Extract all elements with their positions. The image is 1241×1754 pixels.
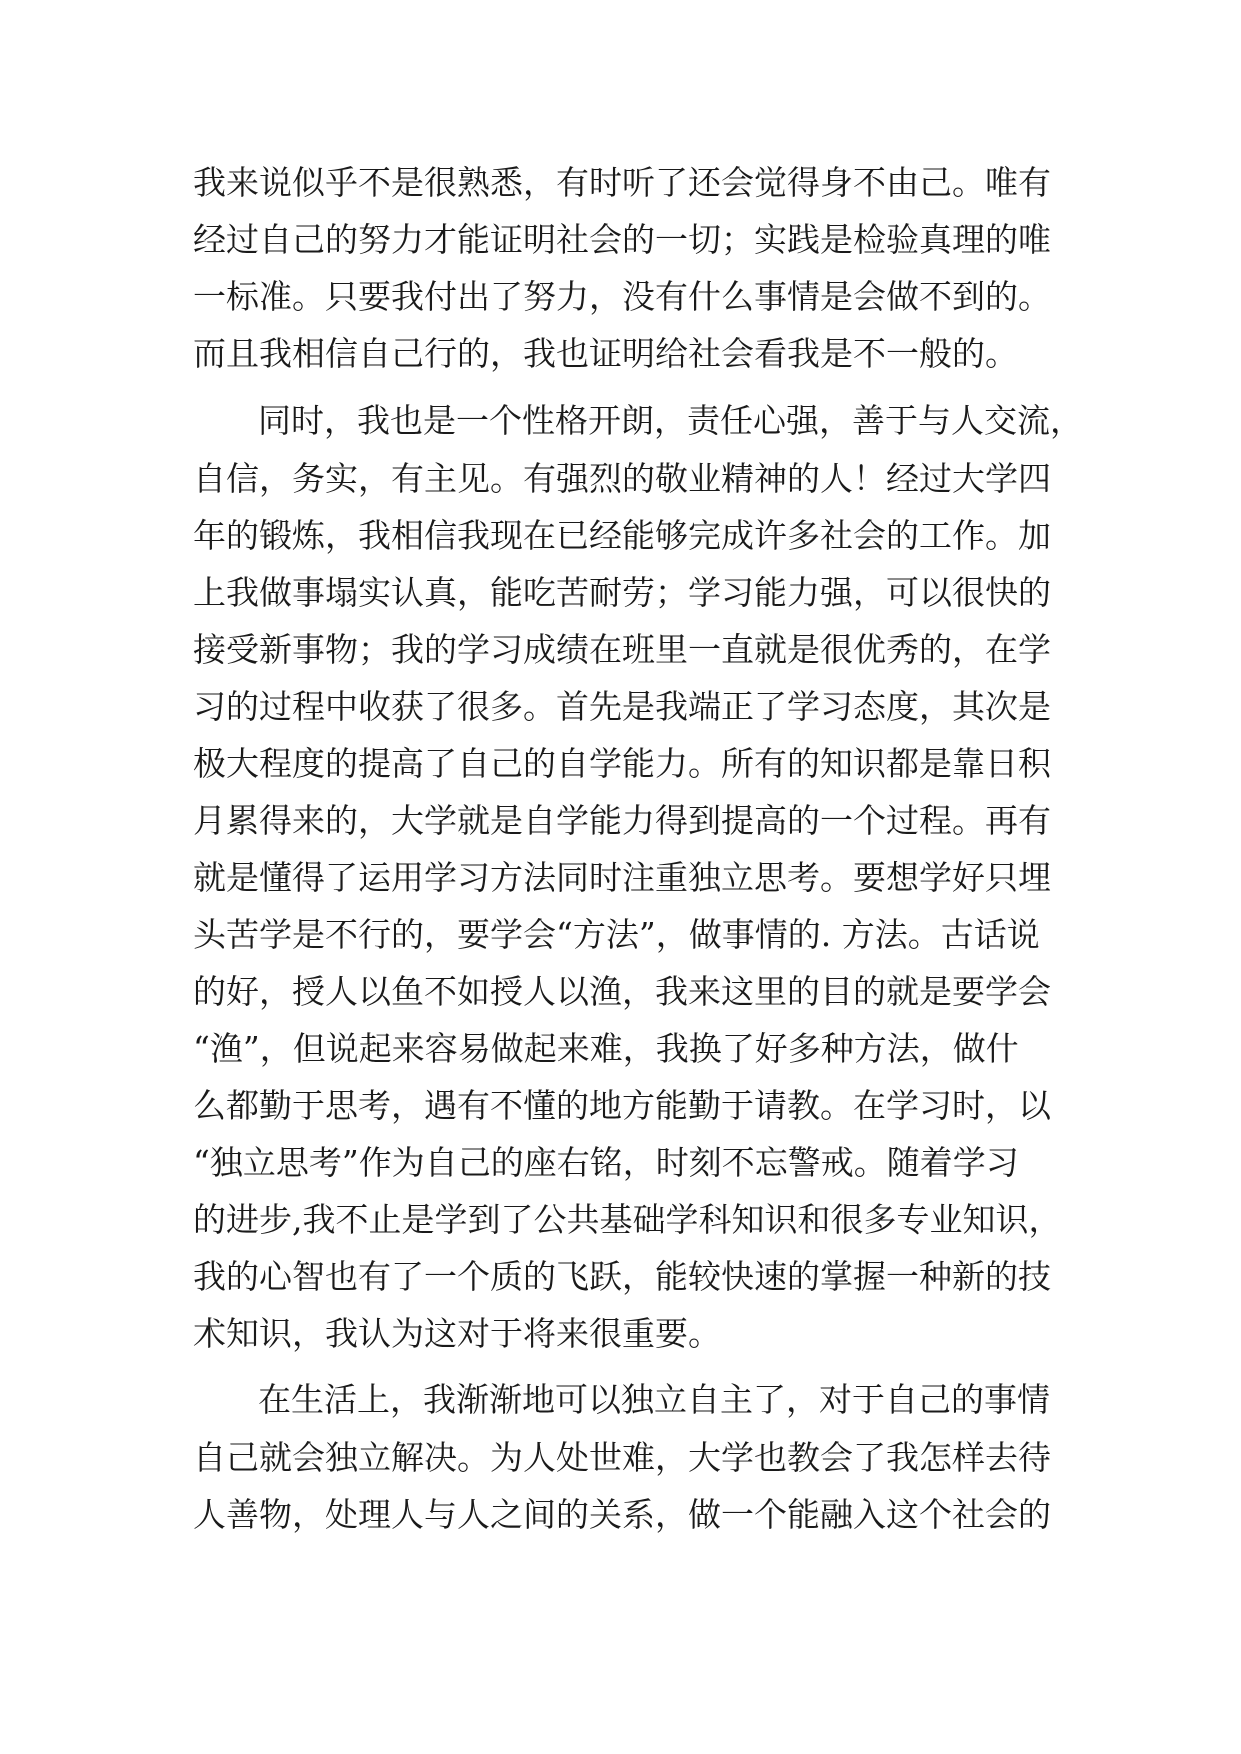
text-line: “独立思考”作为自己的座右铭，时刻不忘警戒。随着学习 xyxy=(193,1143,1019,1182)
text-line: 习的过程中收获了很多。首先是我端正了学习态度，其次是 xyxy=(193,687,1051,726)
text-line: 月累得来的，大学就是自学能力得到提高的一个过程。再有 xyxy=(193,801,1051,840)
text-line: 我来说似乎不是很熟悉，有时听了还会觉得身不由己。唯有 xyxy=(193,163,1051,202)
text-line: 经过自己的努力才能证明社会的一切；实践是检验真理的唯 xyxy=(193,220,1051,259)
text-line: 自己就会独立解决。为人处世难，大学也教会了我怎样去待 xyxy=(193,1438,1051,1477)
text-line: 术知识，我认为这对于将来很重要。 xyxy=(193,1314,721,1353)
text-line: “渔”，但说起来容易做起来难，我换了好多种方法，做什 xyxy=(193,1029,1019,1068)
text-line: 人善物，处理人与人之间的关系，做一个能融入这个社会的 xyxy=(193,1495,1051,1534)
text-line: 就是懂得了运用学习方法同时注重独立思考。要想学好只埋 xyxy=(193,858,1051,897)
text-line: 年的锻炼，我相信我现在已经能够完成许多社会的工作。加 xyxy=(193,516,1051,555)
text-line: 的好，授人以鱼不如授人以渔，我来这里的目的就是要学会 xyxy=(193,972,1051,1011)
text-line: 极大程度的提高了自己的自学能力。所有的知识都是靠日积 xyxy=(193,744,1051,783)
text-line: 头苦学是不行的，要学会“方法”，做事情的. 方法。古话说 xyxy=(193,915,1040,954)
text-line: 上我做事塌实认真，能吃苦耐劳；学习能力强，可以很快的 xyxy=(193,573,1051,612)
text-line: 接受新事物；我的学习成绩在班里一直就是很优秀的，在学 xyxy=(193,630,1051,669)
text-line: 而且我相信自己行的，我也证明给社会看我是不一般的。 xyxy=(193,334,1018,373)
text-line: 的进步,我不止是学到了公共基础学科知识和很多专业知识， xyxy=(193,1200,1062,1239)
text-line: 自信，务实，有主见。有强烈的敬业精神的人！经过大学四 xyxy=(193,459,1051,498)
text-line: 我的心智也有了一个质的飞跃，能较快速的掌握一种新的技 xyxy=(193,1257,1051,1296)
text-line: 一标准。只要我付出了努力，没有什么事情是会做不到的。 xyxy=(193,277,1051,316)
paragraph-first-line: 在生活上，我渐渐地可以独立自主了，对于自己的事情 xyxy=(258,1380,1050,1419)
text-line: 么都勤于思考，遇有不懂的地方能勤于请教。在学习时，以 xyxy=(193,1086,1051,1125)
paragraph-first-line: 同时，我也是一个性格开朗，责任心强，善于与人交流， xyxy=(258,401,1083,440)
